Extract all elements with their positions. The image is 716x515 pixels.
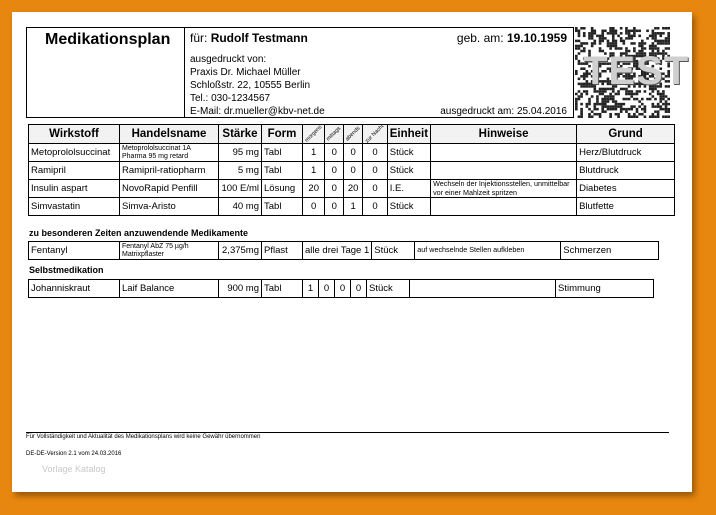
cell-wirkstoff: Simvastatin xyxy=(29,198,120,216)
cell-staerke: 5 mg xyxy=(219,162,262,180)
header-grund: Grund xyxy=(577,125,675,144)
header-mittags-text: mittags xyxy=(325,125,343,143)
cell-wirkstoff: Insulin aspart xyxy=(29,180,120,198)
cell-nachts: 0 xyxy=(363,198,388,216)
cell-grund: Blutfette xyxy=(577,198,675,216)
cell-einheit: Stück xyxy=(372,242,415,260)
cell-staerke: 95 mg xyxy=(219,144,262,162)
cell-einheit: Stück xyxy=(387,144,430,162)
table-row xyxy=(29,162,675,180)
cell-mittags: 0 xyxy=(325,198,344,216)
practice-name: Praxis Dr. Michael Müller xyxy=(190,67,301,78)
page-title: Medikationsplan xyxy=(45,31,171,48)
practice-email: E-Mail: dr.mueller@kbv-net.de xyxy=(190,106,325,117)
header-wirkstoff: Wirkstoff xyxy=(29,125,120,144)
cell-staerke: 100 E/ml xyxy=(219,180,262,198)
cell-hinweise xyxy=(410,280,556,298)
cell-mittags: 0 xyxy=(325,144,344,162)
cell-morgens: 1 xyxy=(303,280,319,298)
header-abends xyxy=(344,125,363,144)
table-row xyxy=(29,198,675,216)
cell-hinweise: Wechseln der Injektionsstellen, unmittelbar vor einer Mahlzeit spritzen xyxy=(431,180,577,198)
header-handelsname: Handelsname xyxy=(120,125,219,144)
printed-by-label: ausgedruckt von: xyxy=(190,54,267,65)
cell-handelsname: NovoRapid Penfill xyxy=(120,180,219,198)
patient-name: Rudolf Testmann xyxy=(210,31,308,45)
footer-divider xyxy=(26,432,669,433)
footer-disclaimer: Für Vollständigkeit und Aktualität des Medikationsplans wird keine Gewähr übernommen xyxy=(26,434,261,440)
cell-wirkstoff: Ramipril xyxy=(29,162,120,180)
section-heading-self: Selbstmedikation xyxy=(29,265,104,275)
header-nachts xyxy=(363,125,388,144)
cell-mittags: 0 xyxy=(325,162,344,180)
cell-wirkstoff: Fentanyl xyxy=(29,242,120,260)
cell-staerke: 900 mg xyxy=(219,280,262,298)
patient-line xyxy=(190,31,308,45)
cell-form: Tabl xyxy=(262,162,303,180)
cell-form: Pflast xyxy=(262,242,303,260)
table-header-row xyxy=(29,125,675,144)
cell-morgens: 20 xyxy=(303,180,325,198)
cell-abends: 0 xyxy=(344,144,363,162)
cell-handelsname: Laif Balance xyxy=(120,280,219,298)
header-abends-text: abends xyxy=(344,125,362,143)
header-hinweise: Hinweise xyxy=(431,125,577,144)
cell-form: Tabl xyxy=(262,144,303,162)
cell-einheit: Stück xyxy=(387,162,430,180)
header-box xyxy=(26,27,574,118)
title-cell xyxy=(27,28,185,117)
dob-label: geb. am: xyxy=(456,31,504,45)
qr-test-label: TEST xyxy=(583,49,690,93)
cell-morgens: 0 xyxy=(303,198,325,216)
cell-hinweise xyxy=(431,144,577,162)
cell-handelsname: Metoprololsuccinat 1A Pharma 95 mg retard xyxy=(120,144,219,162)
cell-wirkstoff: Metoprololsuccinat xyxy=(29,144,120,162)
cell-grund: Stimmung xyxy=(556,280,654,298)
header-morgens xyxy=(303,125,325,144)
header-morgens-text: morgens xyxy=(304,124,324,144)
practice-phone: Tel.: 030-1234567 xyxy=(190,93,271,104)
cell-hinweise xyxy=(431,198,577,216)
cell-abends: 1 xyxy=(344,198,363,216)
header-form: Form xyxy=(262,125,303,144)
cell-morgens: 1 xyxy=(303,162,325,180)
qr-code xyxy=(575,27,690,118)
cell-abends: 0 xyxy=(335,280,351,298)
cell-form: Tabl xyxy=(262,280,303,298)
cell-nachts: 0 xyxy=(363,180,388,198)
printed-date: ausgedruckt am: 25.04.2016 xyxy=(440,106,567,117)
cell-nachts: 0 xyxy=(363,162,388,180)
header-einheit: Einheit xyxy=(387,125,430,144)
self-medication-table xyxy=(28,279,654,298)
cell-grund: Blutdruck xyxy=(577,162,675,180)
cell-einheit: Stück xyxy=(387,198,430,216)
table-row xyxy=(29,180,675,198)
cell-grund: Diabetes xyxy=(577,180,675,198)
cell-hinweise xyxy=(431,162,577,180)
cell-mittags: 0 xyxy=(319,280,335,298)
cell-handelsname: Simva-Aristo xyxy=(120,198,219,216)
footer-version: DE-DE-Version 2.1 vom 24.03.2016 xyxy=(26,451,122,457)
cell-form: Tabl xyxy=(262,198,303,216)
cell-staerke: 40 mg xyxy=(219,198,262,216)
dob-line xyxy=(457,31,567,45)
cell-staerke: 2,375mg xyxy=(219,242,262,260)
cell-handelsname: Fentanyl AbZ 75 µg/h Matrixpflaster xyxy=(120,242,219,260)
medication-table xyxy=(28,124,675,216)
header-staerke: Stärke xyxy=(219,125,262,144)
table-row xyxy=(29,242,659,260)
header-mittags xyxy=(325,125,344,144)
special-medication-table xyxy=(28,241,659,260)
cell-mittags: 0 xyxy=(325,180,344,198)
for-label: für: xyxy=(190,31,208,45)
cell-dosage-text: alle drei Tage 1 xyxy=(303,242,372,260)
table-row xyxy=(29,144,675,162)
cell-handelsname: Ramipril-ratiopharm xyxy=(120,162,219,180)
header-nachts-text: zur Nacht xyxy=(364,123,386,145)
document-page xyxy=(12,12,692,492)
watermark-text: Vorlage Katalog xyxy=(42,464,106,474)
practice-address xyxy=(190,53,325,118)
cell-abends: 0 xyxy=(344,162,363,180)
cell-grund: Herz/Blutdruck xyxy=(577,144,675,162)
cell-wirkstoff: Johanniskraut xyxy=(29,280,120,298)
cell-grund: Schmerzen xyxy=(561,242,659,260)
cell-form: Lösung xyxy=(262,180,303,198)
practice-street: Schloßstr. 22, 10555 Berlin xyxy=(190,80,311,91)
table-row xyxy=(29,280,654,298)
cell-hinweise: auf wechselnde Stellen aufkleben xyxy=(415,242,561,260)
dob-value: 19.10.1959 xyxy=(506,31,567,45)
cell-nachts: 0 xyxy=(363,144,388,162)
cell-morgens: 1 xyxy=(303,144,325,162)
cell-abends: 20 xyxy=(344,180,363,198)
cell-nachts: 0 xyxy=(351,280,367,298)
cell-einheit: Stück xyxy=(367,280,410,298)
cell-einheit: I.E. xyxy=(387,180,430,198)
section-heading-special: zu besonderen Zeiten anzuwendende Medikamente xyxy=(29,228,249,238)
